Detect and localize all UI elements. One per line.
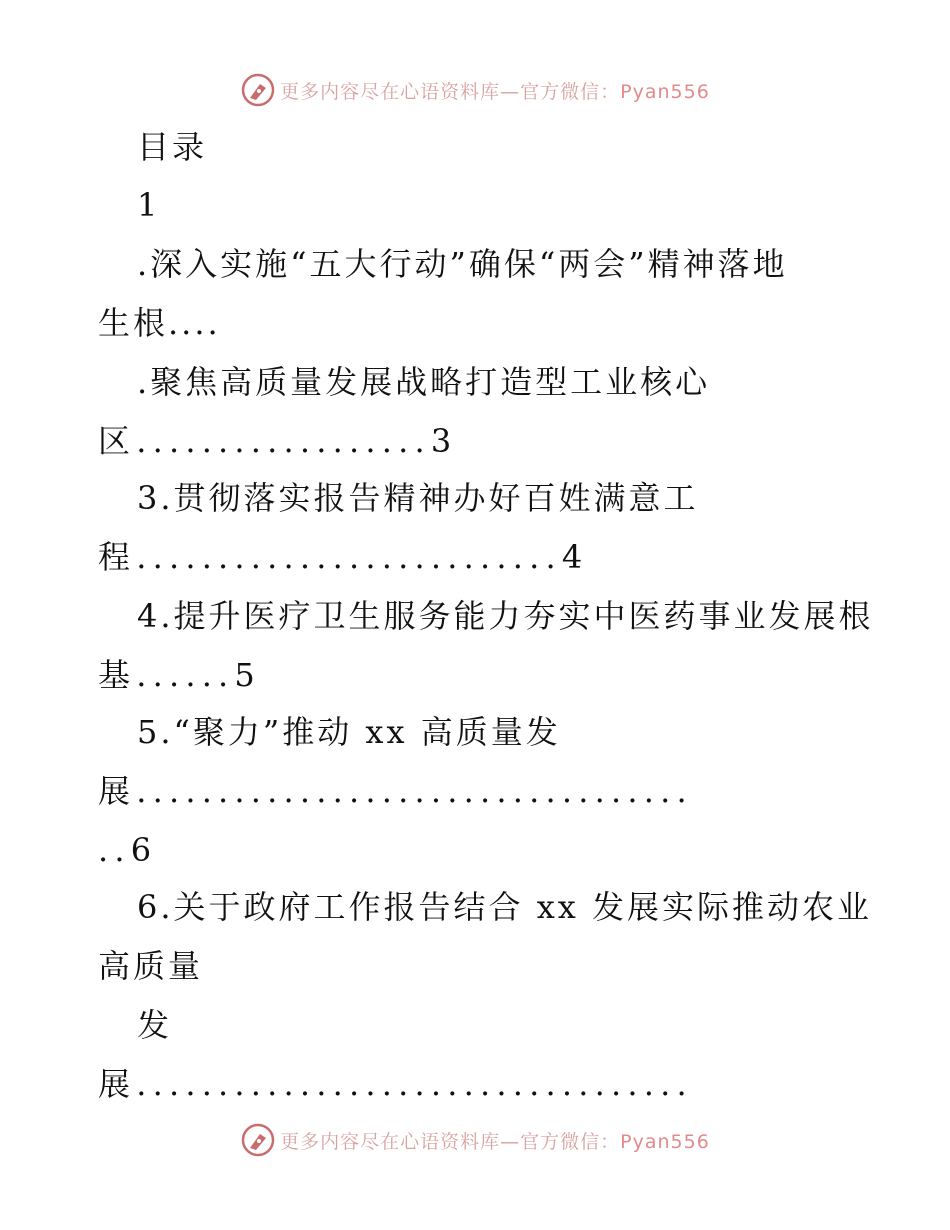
watermark-footer	[0, 1118, 950, 1162]
toc-line: 5.“聚力”推动 xx 高质量发	[137, 713, 561, 751]
watermark-text: 更多内容尽在心语资料库—官方微信：	[280, 80, 621, 103]
watermark-text: 更多内容尽在心语资料库—官方微信：	[280, 1130, 621, 1153]
watermark-brand: Pyan556	[620, 80, 710, 103]
toc-line: 6.关于政府工作报告结合 xx 发展实际推动农业	[137, 888, 872, 926]
pen-nib-circle-icon	[240, 72, 276, 108]
toc-line: 3.贯彻落实报告精神办好百姓满意工	[137, 479, 699, 517]
toc-line: 程..........................4	[98, 538, 589, 576]
toc-line: .聚焦高质量发展战略打造型工业核心	[137, 363, 711, 401]
watermark-brand: Pyan556	[620, 1130, 710, 1153]
toc-title: 目录	[137, 128, 208, 166]
toc-line: 生根....	[98, 304, 221, 342]
toc-line: 展..................................	[98, 1065, 693, 1103]
toc-line: .深入实施“五大行动”确保“两会”精神落地	[137, 245, 788, 283]
toc-line: 区..................3	[98, 422, 458, 460]
toc-line: ..6	[98, 831, 158, 869]
toc-line: 基......5	[98, 656, 261, 694]
pen-nib-circle-icon	[240, 1122, 276, 1158]
toc-line: 高质量	[98, 947, 204, 985]
toc-line: 4.提升医疗卫生服务能力夯实中医药事业发展根	[137, 597, 874, 635]
toc-line: 发	[137, 1006, 173, 1044]
toc-line: 展..................................	[98, 772, 693, 810]
watermark-header	[0, 68, 950, 112]
toc-line: 1	[137, 186, 161, 224]
